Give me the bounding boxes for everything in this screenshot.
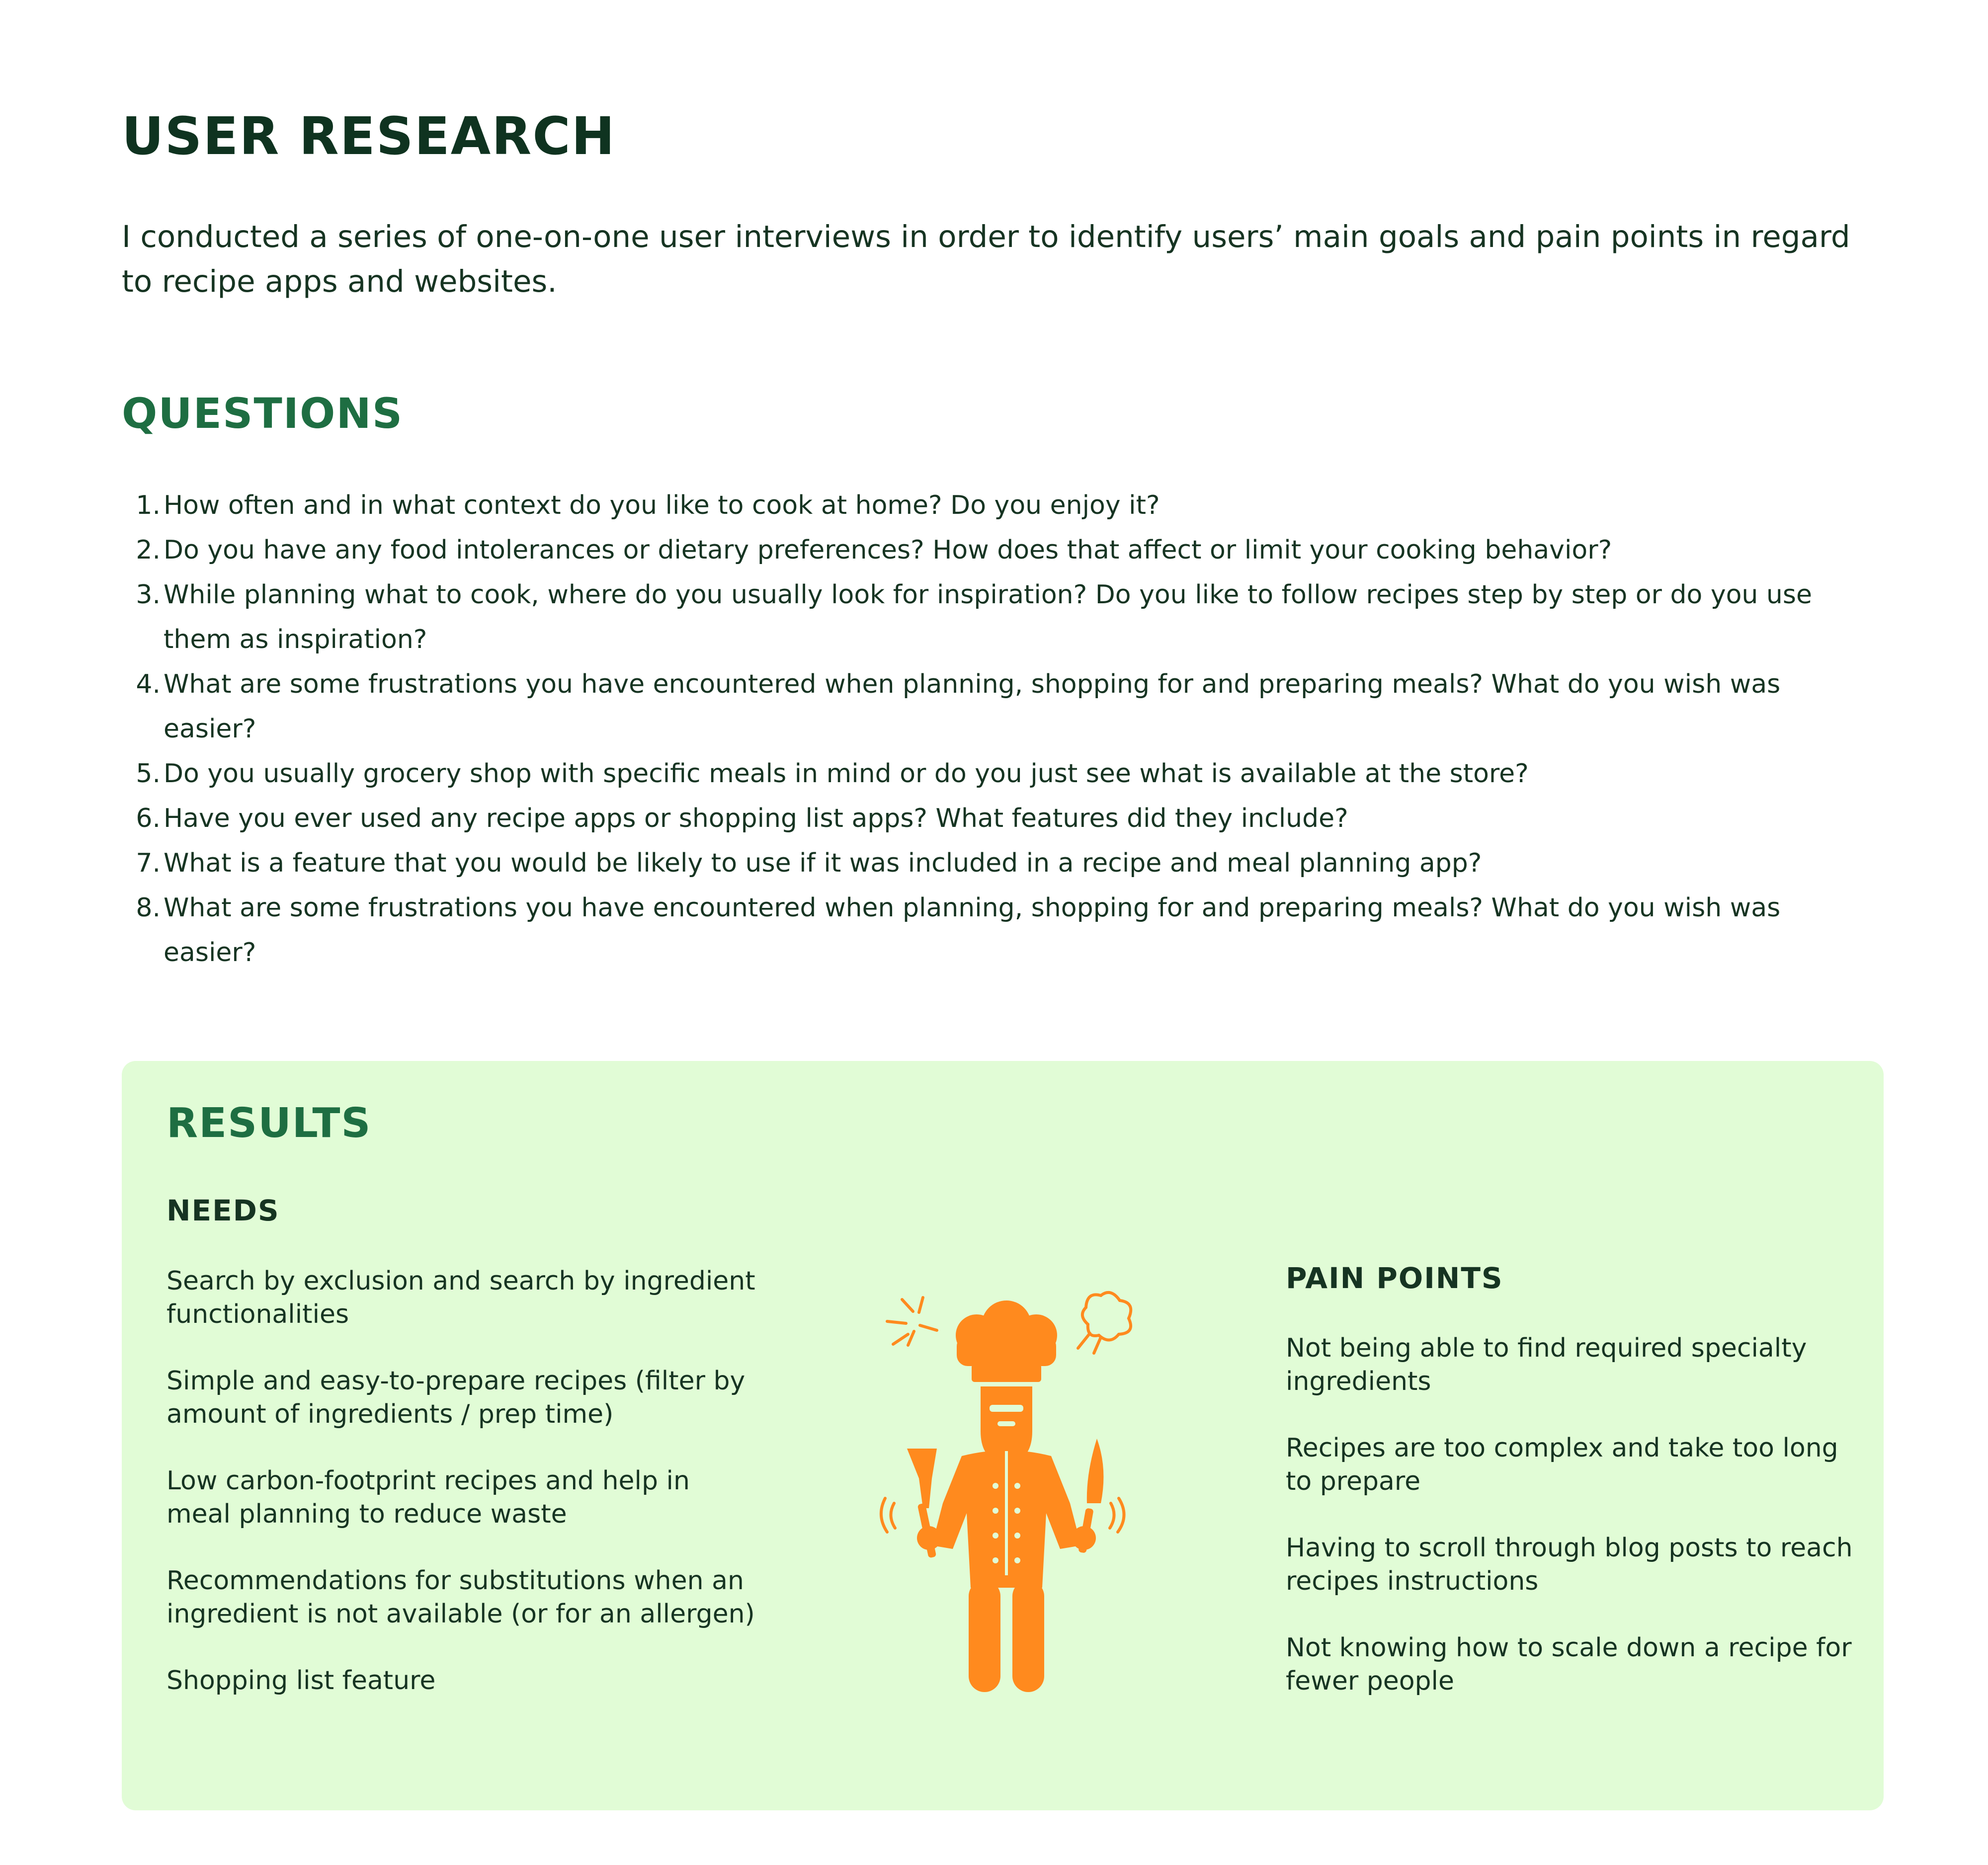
needs-item: Search by exclusion and search by ingredient functionalities [166, 1266, 755, 1329]
question-number: 5. [136, 759, 161, 789]
question-item [122, 751, 1871, 796]
intro-paragraph: I conducted a series of one-on-one user interviews in order to identify users’ main goals and pain points in regard to recipe apps and websites. [122, 219, 1850, 299]
needs-item: Simple and easy-to-prepare recipes (filter by amount of ingredients / prep time) [166, 1366, 746, 1429]
pain-points-heading: PAIN POINTS [1286, 1261, 1503, 1295]
question-item [122, 886, 1871, 975]
needs-item: Low carbon-footprint recipes and help in meal planning to reduce waste [166, 1466, 690, 1529]
question-number: 3. [136, 580, 161, 610]
pain-points-list [1286, 1332, 1857, 1731]
question-item [122, 841, 1871, 886]
question-text: What is a feature that you would be likely to use if it was included in a recipe and meal planning app? [164, 848, 1482, 878]
question-item [122, 528, 1871, 572]
question-text: Do you have any food intolerances or dietary preferences? How does that affect or limit your cooking behavior? [164, 535, 1612, 565]
question-number: 6. [136, 804, 161, 833]
question-text: Have you ever used any recipe apps or shopping list apps? What features did they include? [164, 804, 1348, 833]
question-text: What are some frustrations you have encountered when planning, shopping for and preparing meals? What do you wish was easier? [164, 669, 1781, 744]
question-number: 1. [136, 490, 161, 520]
page-title: USER RESEARCH [122, 106, 616, 166]
needs-item: Recommendations for substitutions when an ingredient is not available (or for an allergen) [166, 1566, 755, 1629]
needs-heading: NEEDS [166, 1194, 280, 1227]
needs-list [166, 1265, 758, 1731]
angry-chef-icon [867, 1290, 1146, 1697]
question-number: 2. [136, 535, 161, 565]
question-item [122, 662, 1871, 751]
questions-heading: QUESTIONS [122, 389, 404, 438]
question-number: 4. [136, 669, 161, 699]
pain-point-item: Having to scroll through blog posts to reach recipes instructions [1286, 1533, 1853, 1596]
question-text: Do you usually grocery shop with specific meals in mind or do you just see what is available at the store? [164, 759, 1529, 789]
question-text: While planning what to cook, where do you usually look for inspiration? Do you like to follow recipes step by step or do you use them as inspiration? [164, 580, 1812, 654]
results-heading: RESULTS [166, 1100, 372, 1147]
questions-list [122, 483, 1871, 975]
pain-point-item: Recipes are too complex and take too long to prepare [1286, 1433, 1838, 1496]
question-text: How often and in what context do you like to cook at home? Do you enjoy it? [164, 490, 1160, 520]
question-item [122, 796, 1871, 841]
question-number: 8. [136, 893, 161, 923]
pain-point-item: Not knowing how to scale down a recipe for fewer people [1286, 1633, 1852, 1696]
question-item [122, 572, 1871, 662]
results-panel [122, 1061, 1884, 1810]
question-item [122, 483, 1871, 528]
question-number: 7. [136, 848, 161, 878]
needs-item: Shopping list feature [166, 1666, 436, 1696]
question-text: What are some frustrations you have encountered when planning, shopping for and preparing meals? What do you wish was easier? [164, 893, 1781, 968]
pain-point-item: Not being able to find required specialty ingredients [1286, 1333, 1807, 1396]
